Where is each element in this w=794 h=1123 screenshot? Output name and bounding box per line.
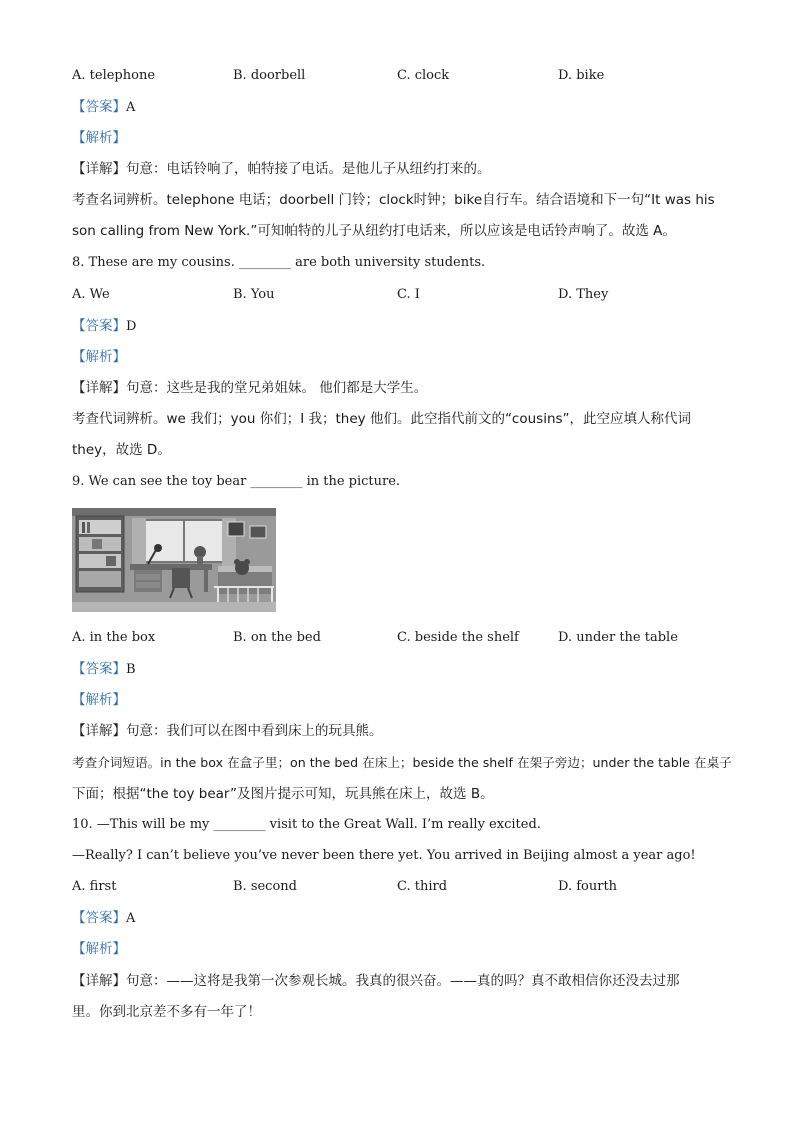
q8-option-d: D. They xyxy=(558,287,609,302)
q7-answer xyxy=(72,98,135,117)
detail-label: 【详解】 xyxy=(72,380,126,396)
detail-text: 句意：电话铃响了，帕特接了电话。是他儿子从纽约打来的。 xyxy=(126,161,491,177)
room-picture xyxy=(72,508,276,612)
q10-option-a: A. first xyxy=(72,879,117,894)
room-illustration xyxy=(72,508,276,612)
q8-analysis-label: 【解析】 xyxy=(72,349,126,365)
q10-question-line2: —Really? I can’t believe you’ve never been there yet. You arrived in Beijing almost a year ago! xyxy=(72,848,696,863)
q9-detail xyxy=(72,722,383,740)
detail-label: 【详解】 xyxy=(72,723,126,739)
detail-text: 句意：我们可以在图中看到床上的玩具熊。 xyxy=(126,723,383,739)
q8-detail xyxy=(72,379,427,397)
answer-value: A xyxy=(126,100,136,115)
q7-option-a: A. telephone xyxy=(72,68,156,83)
q8-option-a: A. We xyxy=(72,287,110,302)
answer-label: 【答案】 xyxy=(72,318,126,334)
q9-analysis-label: 【解析】 xyxy=(72,692,126,708)
q8-explain-line2: they，故选 D。 xyxy=(72,442,171,458)
q8-question: 8. These are my cousins. ________ are both university students. xyxy=(72,255,486,270)
q9-answer xyxy=(72,660,136,679)
q7-analysis-label: 【解析】 xyxy=(72,130,126,146)
q7-explain-line1: 考查名词辨析。telephone 电话；doorbell 门铃；clock时钟；bike自行车。结合语境和下一句“It was his xyxy=(72,192,715,208)
q10-detail xyxy=(72,972,680,990)
q10-option-b: B. second xyxy=(233,879,297,894)
q7-option-b: B. doorbell xyxy=(233,68,306,83)
answer-label: 【答案】 xyxy=(72,99,126,115)
q7-explain-line2: son calling from New York.”可知帕特的儿子从纽约打电话来，所以应该是电话铃声响了。故选 A。 xyxy=(72,223,676,239)
answer-value: D xyxy=(126,319,137,334)
q8-answer xyxy=(72,317,136,336)
q8-explain-line1: 考查代词辨析。we 我们；you 你们；I 我；they 他们。此空指代前文的“cousins”，此空应填人称代词 xyxy=(72,411,692,427)
q10-detail-line2: 里。你到北京差不多有一年了！ xyxy=(72,1004,261,1020)
q7-detail xyxy=(72,160,491,178)
q10-analysis-label: 【解析】 xyxy=(72,941,126,957)
q9-option-a: A. in the box xyxy=(72,630,156,645)
detail-label: 【详解】 xyxy=(72,973,126,989)
q8-option-c: C. I xyxy=(397,287,420,302)
q7-option-d: D. bike xyxy=(558,68,605,83)
answer-value: B xyxy=(126,662,136,677)
q9-option-c: C. beside the shelf xyxy=(397,630,519,645)
q8-option-b: B. You xyxy=(233,287,275,302)
q9-explain-line1: 考查介词短语。in the box 在盒子里；on the bed 在床上；beside the shelf 在架子旁边；under the table 在桌子 xyxy=(72,755,732,770)
q7-option-c: C. clock xyxy=(397,68,450,83)
q10-answer xyxy=(72,909,135,928)
q9-option-d: D. under the table xyxy=(558,630,678,645)
q10-question: 10. —This will be my ________ visit to the Great Wall. I’m really excited. xyxy=(72,817,541,832)
detail-text: 句意：这些是我的堂兄弟姐妹。 他们都是大学生。 xyxy=(126,380,428,396)
q10-option-c: C. third xyxy=(397,879,448,894)
q10-option-d: D. fourth xyxy=(558,879,618,894)
q9-question: 9. We can see the toy bear ________ in the picture. xyxy=(72,474,401,489)
answer-label: 【答案】 xyxy=(72,910,126,926)
answer-label: 【答案】 xyxy=(72,661,126,677)
detail-text: 句意：——这将是我第一次参观长城。我真的很兴奋。——真的吗？真不敢相信你还没去过那 xyxy=(126,973,680,989)
answer-value: A xyxy=(126,911,136,926)
q9-option-b: B. on the bed xyxy=(233,630,321,645)
detail-label: 【详解】 xyxy=(72,161,126,177)
q9-explain-line2: 下面；根据“the toy bear”及图片提示可知，玩具熊在床上，故选 B。 xyxy=(72,786,494,802)
